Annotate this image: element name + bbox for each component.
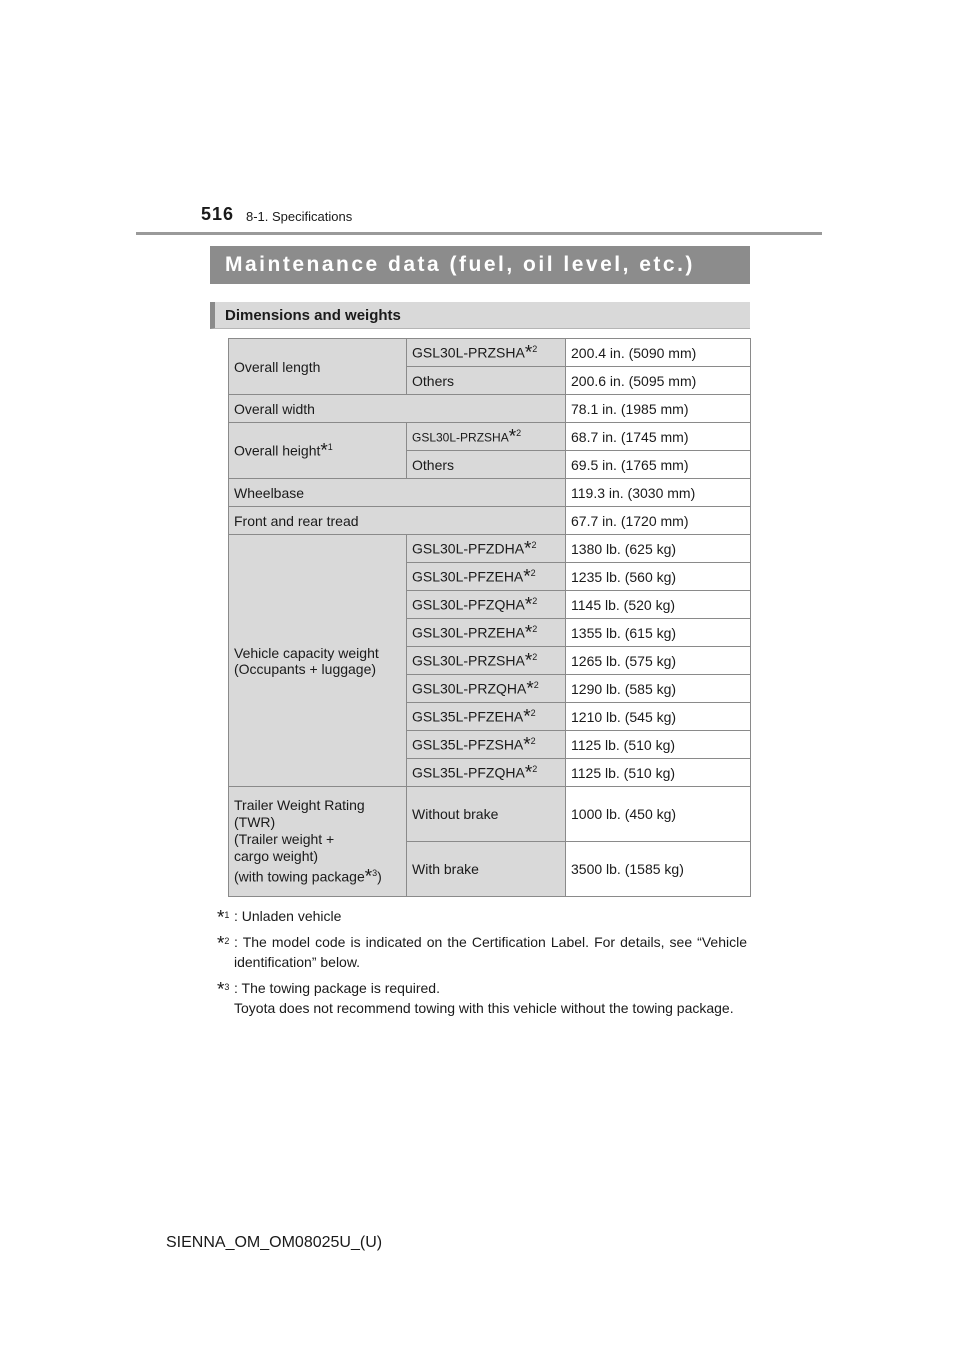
- subsection-title: Dimensions and weights: [210, 302, 750, 329]
- footnotes: [217, 906, 747, 1024]
- value-cell: 1125 lb. (510 kg): [566, 759, 751, 787]
- value-cell: 1380 lb. (625 kg): [566, 535, 751, 563]
- table-row: [229, 787, 751, 842]
- model-cell: GSL30L-PFZDHA*$^2$: [407, 535, 566, 563]
- model-cell: GSL30L-PRZEHA*$^2$: [407, 619, 566, 647]
- section-title: Maintenance data (fuel, oil level, etc.): [210, 246, 750, 284]
- value-cell: 3500 lb. (1585 kg): [566, 842, 751, 897]
- value-cell: 78.1 in. (1985 mm): [566, 395, 751, 423]
- model-cell: GSL30L-PFZEHA*$^2$: [407, 563, 566, 591]
- footnote-2: *$^2$ : The model code is indicated on the Certification Label. For details, see “Vehicle identification” below.: [217, 933, 747, 970]
- row-label-capacity-weight: Vehicle capacity weight (Occupants + luggage): [229, 535, 407, 787]
- row-label-overall-height: Overall height*$^1$: [229, 423, 407, 479]
- table-row: [229, 535, 751, 563]
- model-cell: Others: [407, 367, 566, 395]
- model-cell: GSL30L-PRZSHA*$^2$: [407, 423, 566, 451]
- value-cell: 1265 lb. (575 kg): [566, 647, 751, 675]
- model-cell: GSL30L-PRZQHA*$^2$: [407, 675, 566, 703]
- footnote-3: *$^3$ : The towing package is required. Toyota does not recommend towing with this vehicle without the towing package.: [217, 979, 734, 1016]
- table-row: [229, 507, 751, 535]
- page-number: 516: [201, 204, 235, 224]
- row-label-tread: Front and rear tread: [229, 507, 566, 535]
- value-cell: 69.5 in. (1765 mm): [566, 451, 751, 479]
- table-row: [229, 423, 751, 451]
- row-label-wheelbase: Wheelbase: [229, 479, 566, 507]
- model-cell: GSL35L-PFZQHA*$^2$: [407, 759, 566, 787]
- table-row: [229, 479, 751, 507]
- model-cell: Others: [407, 451, 566, 479]
- value-cell: 1290 lb. (585 kg): [566, 675, 751, 703]
- model-cell: With brake: [407, 842, 566, 897]
- value-cell: 1145 lb. (520 kg): [566, 591, 751, 619]
- value-cell: 1210 lb. (545 kg): [566, 703, 751, 731]
- row-label-overall-length: Overall length: [229, 339, 407, 395]
- table-row: [229, 395, 751, 423]
- table-row: [229, 339, 751, 367]
- section-reference: 8-1. Specifications: [246, 209, 353, 224]
- value-cell: 200.6 in. (5095 mm): [566, 367, 751, 395]
- model-cell: GSL30L-PFZQHA*$^2$: [407, 591, 566, 619]
- value-cell: 1355 lb. (615 kg): [566, 619, 751, 647]
- value-cell: 68.7 in. (1745 mm): [566, 423, 751, 451]
- value-cell: 67.7 in. (1720 mm): [566, 507, 751, 535]
- model-cell: Without brake: [407, 787, 566, 842]
- value-cell: 1000 lb. (450 kg): [566, 787, 751, 842]
- header-divider: [136, 232, 822, 235]
- model-cell: GSL30L-PRZSHA*$^2$: [407, 647, 566, 675]
- row-label-trailer-weight-rating: Trailer Weight Rating (TWR) (Trailer weight + cargo weight) (with towing package*$^3$): [229, 787, 407, 897]
- value-cell: 200.4 in. (5090 mm): [566, 339, 751, 367]
- document-code: SIENNA_OM_OM08025U_(U): [166, 1234, 383, 1251]
- dimensions-weights-table: [228, 338, 751, 897]
- row-label-overall-width: Overall width: [229, 395, 566, 423]
- value-cell: 1125 lb. (510 kg): [566, 731, 751, 759]
- model-cell: GSL30L-PRZSHA*$^2$: [407, 339, 566, 367]
- model-cell: GSL35L-PFZEHA*$^2$: [407, 703, 566, 731]
- footnote-1: *$^1$ : Unladen vehicle: [217, 907, 342, 929]
- value-cell: 119.3 in. (3030 mm): [566, 479, 751, 507]
- model-cell: GSL35L-PFZSHA*$^2$: [407, 731, 566, 759]
- value-cell: 1235 lb. (560 kg): [566, 563, 751, 591]
